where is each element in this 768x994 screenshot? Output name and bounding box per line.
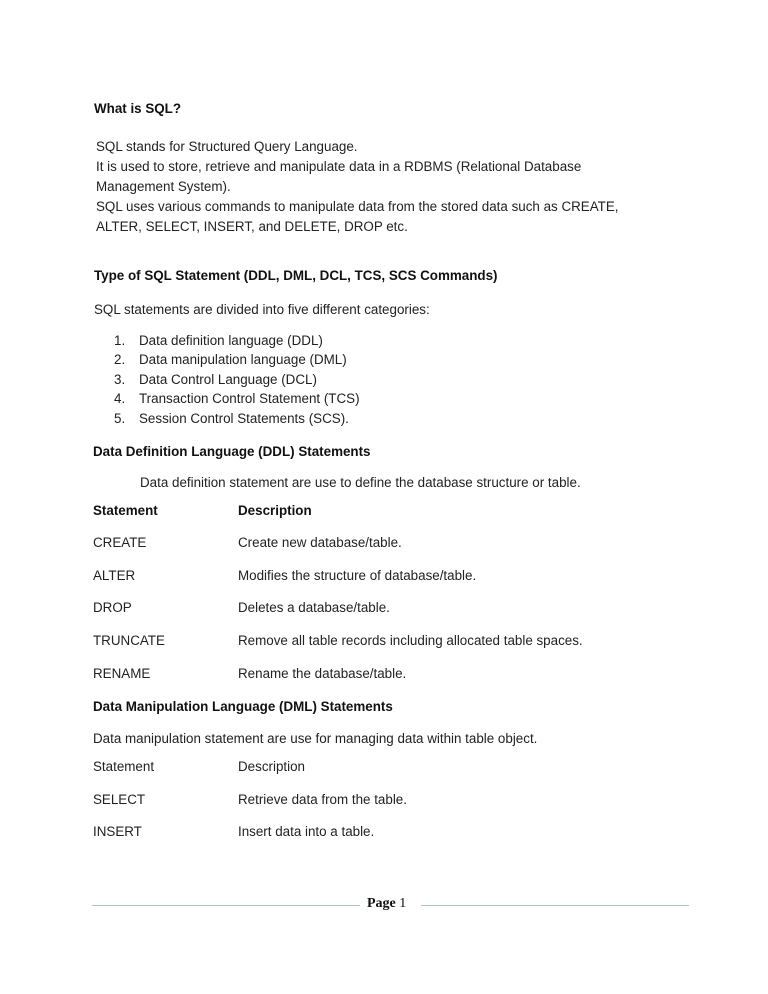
list-item xyxy=(114,333,323,348)
types-intro: SQL statements are divided into five different categories: xyxy=(94,302,430,317)
list-item xyxy=(114,391,360,406)
description-cell: Retrieve data from the table. xyxy=(238,792,407,807)
list-item xyxy=(114,372,317,387)
list-label: Data definition language (DDL) xyxy=(139,333,323,348)
description-cell: Modifies the structure of database/table. xyxy=(238,568,477,583)
sql-intro-line: SQL uses various commands to manipulate data from the stored data such as CREATE, xyxy=(96,199,619,214)
statement-cell: DROP xyxy=(93,600,132,615)
description-cell: Create new database/table. xyxy=(238,535,402,550)
list-number: 2. xyxy=(114,352,126,367)
statement-cell: TRUNCATE xyxy=(93,633,165,648)
list-label: Data Control Language (DCL) xyxy=(139,372,317,387)
heading-sql-statement-types: Type of SQL Statement (DDL, DML, DCL, TCS, SCS Commands) xyxy=(94,268,498,283)
page-label: Page xyxy=(367,896,396,911)
statement-cell: INSERT xyxy=(93,824,142,839)
list-number: 4. xyxy=(114,391,126,406)
description-cell: Remove all table records including allocated table spaces. xyxy=(238,633,583,648)
sql-intro-line: It is used to store, retrieve and manipulate data in a RDBMS (Relational Database xyxy=(96,159,582,174)
statement-cell: ALTER xyxy=(93,568,136,583)
list-label: Session Control Statements (SCS). xyxy=(139,411,349,426)
list-number: 5. xyxy=(114,411,126,426)
description-cell: Insert data into a table. xyxy=(238,824,375,839)
dml-intro: Data manipulation statement are use for managing data within table object. xyxy=(93,731,538,746)
footer-rule-left xyxy=(92,905,360,906)
page-number-value: 1 xyxy=(399,896,407,911)
heading-dml: Data Manipulation Language (DML) Statements xyxy=(93,699,393,714)
sql-intro-line: ALTER, SELECT, INSERT, and DELETE, DROP etc. xyxy=(96,219,408,234)
heading-what-is-sql: What is SQL? xyxy=(94,101,182,116)
page-number xyxy=(367,896,406,912)
sql-intro-line: SQL stands for Structured Query Language. xyxy=(96,139,358,154)
sql-intro-line: Management System). xyxy=(96,179,231,194)
list-number: 3. xyxy=(114,372,126,387)
ddl-column-header-statement: Statement xyxy=(93,503,158,518)
footer-rule-right xyxy=(421,905,689,906)
ddl-column-header-description: Description xyxy=(238,503,312,518)
dml-column-header-statement: Statement xyxy=(93,759,155,774)
dml-column-header-description: Description xyxy=(238,759,305,774)
list-item xyxy=(114,411,349,426)
description-cell: Rename the database/table. xyxy=(238,666,407,681)
list-item xyxy=(114,352,347,367)
list-label: Data manipulation language (DML) xyxy=(139,352,347,367)
list-label: Transaction Control Statement (TCS) xyxy=(139,391,360,406)
statement-cell: SELECT xyxy=(93,792,146,807)
heading-ddl: Data Definition Language (DDL) Statements xyxy=(93,444,371,459)
statement-cell: CREATE xyxy=(93,535,147,550)
statement-cell: RENAME xyxy=(93,666,151,681)
ddl-intro: Data definition statement are use to define the database structure or table. xyxy=(140,475,581,490)
list-number: 1. xyxy=(114,333,126,348)
description-cell: Deletes a database/table. xyxy=(238,600,390,615)
